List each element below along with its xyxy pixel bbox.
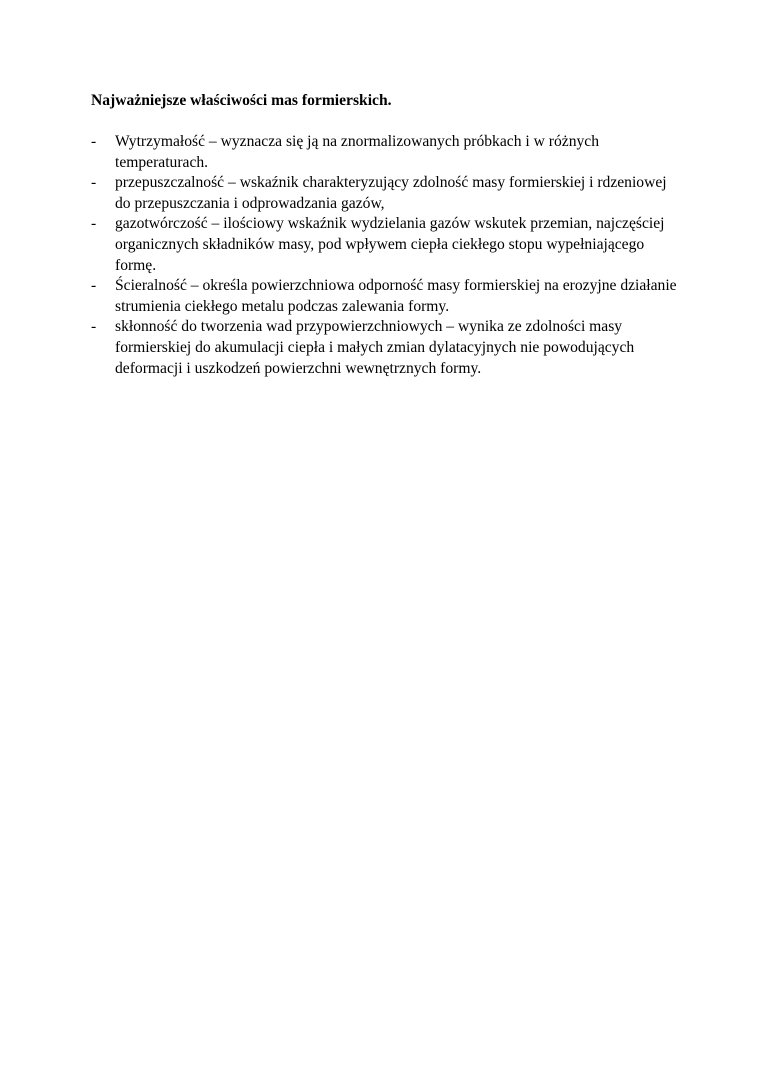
list-marker: - — [91, 133, 97, 150]
list-marker: - — [91, 174, 97, 192]
list-marker: - — [91, 277, 97, 295]
list-item — [91, 317, 681, 379]
document-title: Najważniejsze właściwości mas formierskich. — [91, 92, 392, 109]
document-body — [91, 91, 681, 379]
list-item — [91, 276, 681, 317]
list-marker: - — [91, 215, 97, 233]
list-marker: - — [91, 318, 97, 336]
list-item-text: przepuszczalność – wskaźnik charakteryzujący zdolność masy formierskiej i rdzeniowej do przepuszczania i odprowadzania gazów, — [115, 174, 667, 212]
list-item-text: Ścieralność – określa powierzchniowa odporność masy formierskiej na erozyjne działanie strumienia ciekłego metalu podczas zalewania formy. — [115, 277, 677, 315]
list-item — [91, 173, 681, 214]
list-item-text: skłonność do tworzenia wad przypowierzchniowych – wynika ze zdolności masy formierskiej do akumulacji ciepła i małych zmian dylatacyjnych nie powodujących deformacji i uszkodzeń powierzchni wewnętrznych formy. — [115, 318, 635, 377]
list-item — [91, 132, 681, 173]
list-item — [91, 214, 681, 276]
list-item-text: Wytrzymałość – wyznacza się ją na znormalizowanych próbkach i w różnych temperaturach. — [115, 133, 599, 171]
properties-list — [91, 132, 681, 379]
list-item-text: gazotwórczość – ilościowy wskaźnik wydzielania gazów wskutek przemian, najczęściej organicznych składników masy, pod wpływem ciepła ciekłego stopu wypełniającego formę. — [115, 215, 665, 274]
